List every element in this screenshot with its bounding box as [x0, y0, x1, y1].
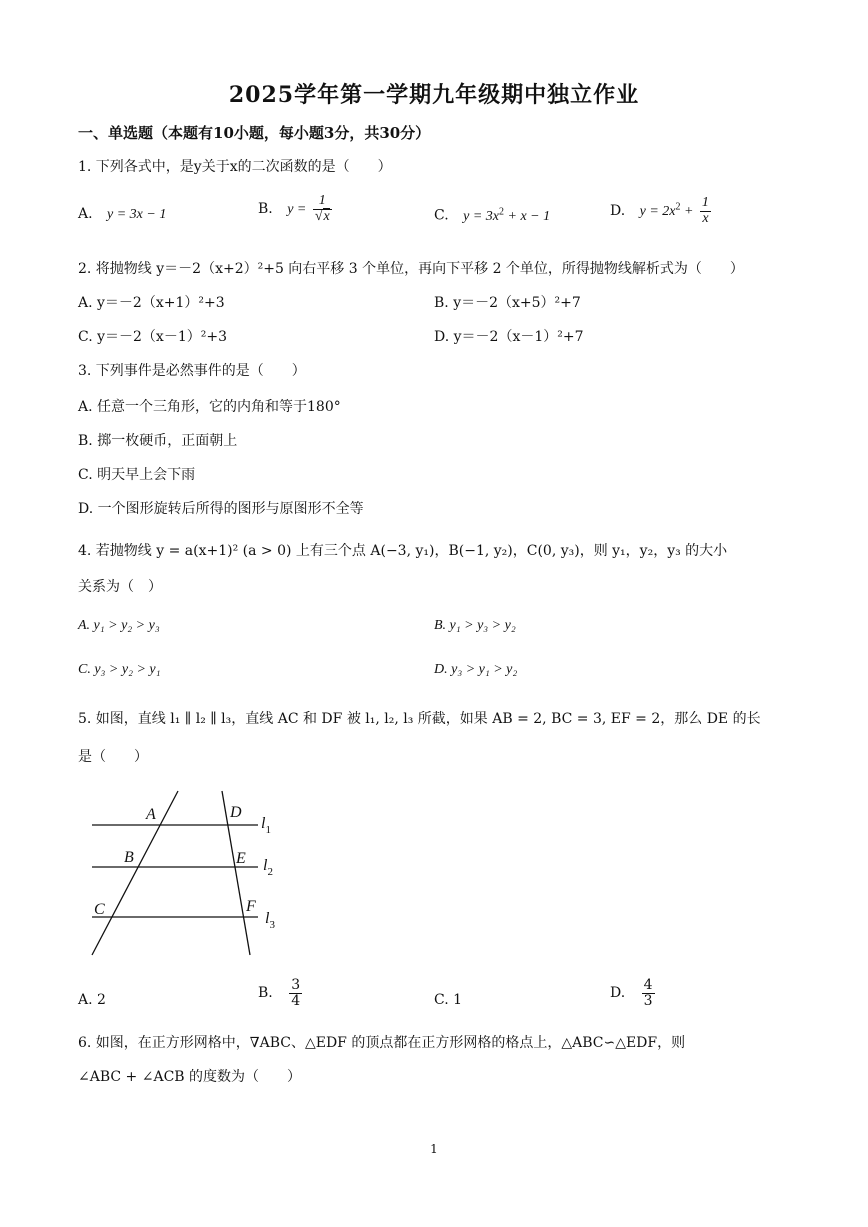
question-3-stem: 3. 下列事件是必然事件的是（ ）: [78, 363, 306, 379]
fraction: [642, 978, 655, 1008]
expr-part: +: [680, 204, 694, 220]
fraction: [313, 194, 332, 224]
fraction: [700, 196, 711, 226]
label-a: A: [146, 806, 156, 823]
q1-option-b: [258, 194, 334, 224]
line-subscript: 2: [267, 866, 273, 878]
fraction-numerator: 3: [291, 977, 301, 993]
expr-part: + x − 1: [504, 208, 551, 224]
label-f: F: [246, 898, 256, 915]
q2-option-b: B. y＝－2（x+5）²+7: [434, 295, 581, 311]
line-letter: l: [265, 910, 270, 927]
expr-part: y = 3x: [463, 208, 499, 224]
label-l2: [263, 857, 273, 878]
q3-option-a: A. 任意一个三角形，它的内角和等于180°: [78, 399, 341, 415]
question-4-stem-line1: 4. 若抛物线 y = a(x+1)² (a > 0) 上有三个点 A(−3, y₁)，B(−1, y₂)，C(0, y₃)，则 y₁，y₂，y₃ 的大小: [78, 543, 728, 559]
fraction: [289, 978, 302, 1008]
option-label: D.: [610, 203, 626, 220]
q3-option-b: B. 掷一枚硬币，正面朝上: [78, 433, 238, 449]
q1-option-c: [434, 206, 550, 225]
parallel-lines-figure: [80, 785, 290, 965]
sqrt-radicand: x: [323, 208, 330, 224]
label-l3: [265, 910, 275, 931]
fraction-numerator: 1: [701, 195, 709, 210]
line-letter: l: [263, 857, 268, 874]
question-1-stem: 1. 下列各式中，是y关于x的二次函数的是（ ）: [78, 159, 392, 175]
q5-option-c: C. 1: [434, 992, 463, 1008]
line-letter: l: [261, 815, 266, 832]
option-expression: y = 3x − 1: [107, 207, 167, 222]
label-c: C: [94, 901, 105, 918]
option-label: B.: [258, 985, 273, 1002]
question-4-stem-line2: 关系为（ ）: [78, 579, 162, 595]
option-label: D.: [610, 985, 626, 1002]
line-subscript: 1: [265, 824, 271, 836]
fraction-numerator: 4: [643, 977, 653, 993]
q4-option-b: B. y₁ > y₃ > y₂: [434, 618, 516, 633]
exponent: 2: [499, 206, 504, 217]
q4-option-c: C. y₃ > y₂ > y₁: [78, 662, 161, 677]
fraction-numerator: 1: [318, 193, 326, 208]
question-2-stem: 2. 将抛物线 y＝－2（x+2）²+5 向右平移 3 个单位，再向下平移 2 个单位，所得抛物线解析式为（ ）: [78, 261, 744, 277]
question-5-stem-line1: 5. 如图，直线 l₁ ∥ l₂ ∥ l₃，直线 AC 和 DF 被 l₁, l₂, l₃ 所截，如果 AB = 2, BC = 3, EF = 2，那么 DE 的长: [78, 711, 761, 727]
section-heading: 一、单选题（本题有10小题，每小题3分，共30分）: [78, 124, 431, 142]
page-title: 2025学年第一学期九年级期中独立作业: [228, 82, 640, 108]
q2-option-c: C. y＝－2（x－1）²+3: [78, 329, 227, 345]
option-label: A.: [78, 206, 93, 222]
q4-option-a: A. y₁ > y₂ > y₃: [78, 618, 160, 633]
label-e: E: [236, 850, 246, 867]
option-expression: [463, 206, 551, 224]
q5-option-b: [258, 978, 304, 1008]
label-l1: [261, 815, 271, 836]
q5-option-a: A. 2: [78, 992, 106, 1008]
expr-part: y = 2x: [639, 204, 676, 220]
fraction-denominator: x: [702, 210, 709, 226]
q1-option-a: [78, 206, 166, 223]
label-d: D: [230, 804, 242, 821]
q3-option-c: C. 明天早上会下雨: [78, 467, 196, 483]
page-number: 1: [430, 1142, 438, 1156]
q3-option-d: D. 一个图形旋转后所得的图形与原图形不全等: [78, 501, 364, 517]
fraction-denominator: √x: [314, 208, 330, 224]
line-ac: [92, 791, 178, 955]
fraction-denominator: 4: [291, 992, 301, 1009]
q1-option-d: [610, 196, 713, 226]
q5-option-d: [610, 978, 657, 1008]
option-lhs: y =: [287, 202, 307, 218]
fraction-denominator: 3: [643, 992, 653, 1009]
q2-option-a: A. y＝－2（x+1）²+3: [78, 295, 225, 311]
option-label: B.: [258, 201, 273, 218]
line-subscript: 3: [269, 919, 275, 931]
q2-option-d: D. y＝－2（x－1）²+7: [434, 329, 584, 345]
option-expression: [639, 201, 694, 220]
exponent: 2: [675, 201, 681, 213]
option-label: C.: [434, 207, 449, 224]
q4-option-d: D. y₃ > y₁ > y₂: [434, 662, 518, 677]
question-5-stem-line2: 是（ ）: [78, 749, 148, 765]
question-6-stem-line1: 6. 如图，在正方形网格中，∇ABC、△EDF 的顶点都在正方形网格的格点上，△ABC∽△EDF，则: [78, 1035, 686, 1051]
question-6-stem-line2: ∠ABC + ∠ACB 的度数为（ ）: [78, 1069, 302, 1085]
label-b: B: [124, 849, 134, 866]
